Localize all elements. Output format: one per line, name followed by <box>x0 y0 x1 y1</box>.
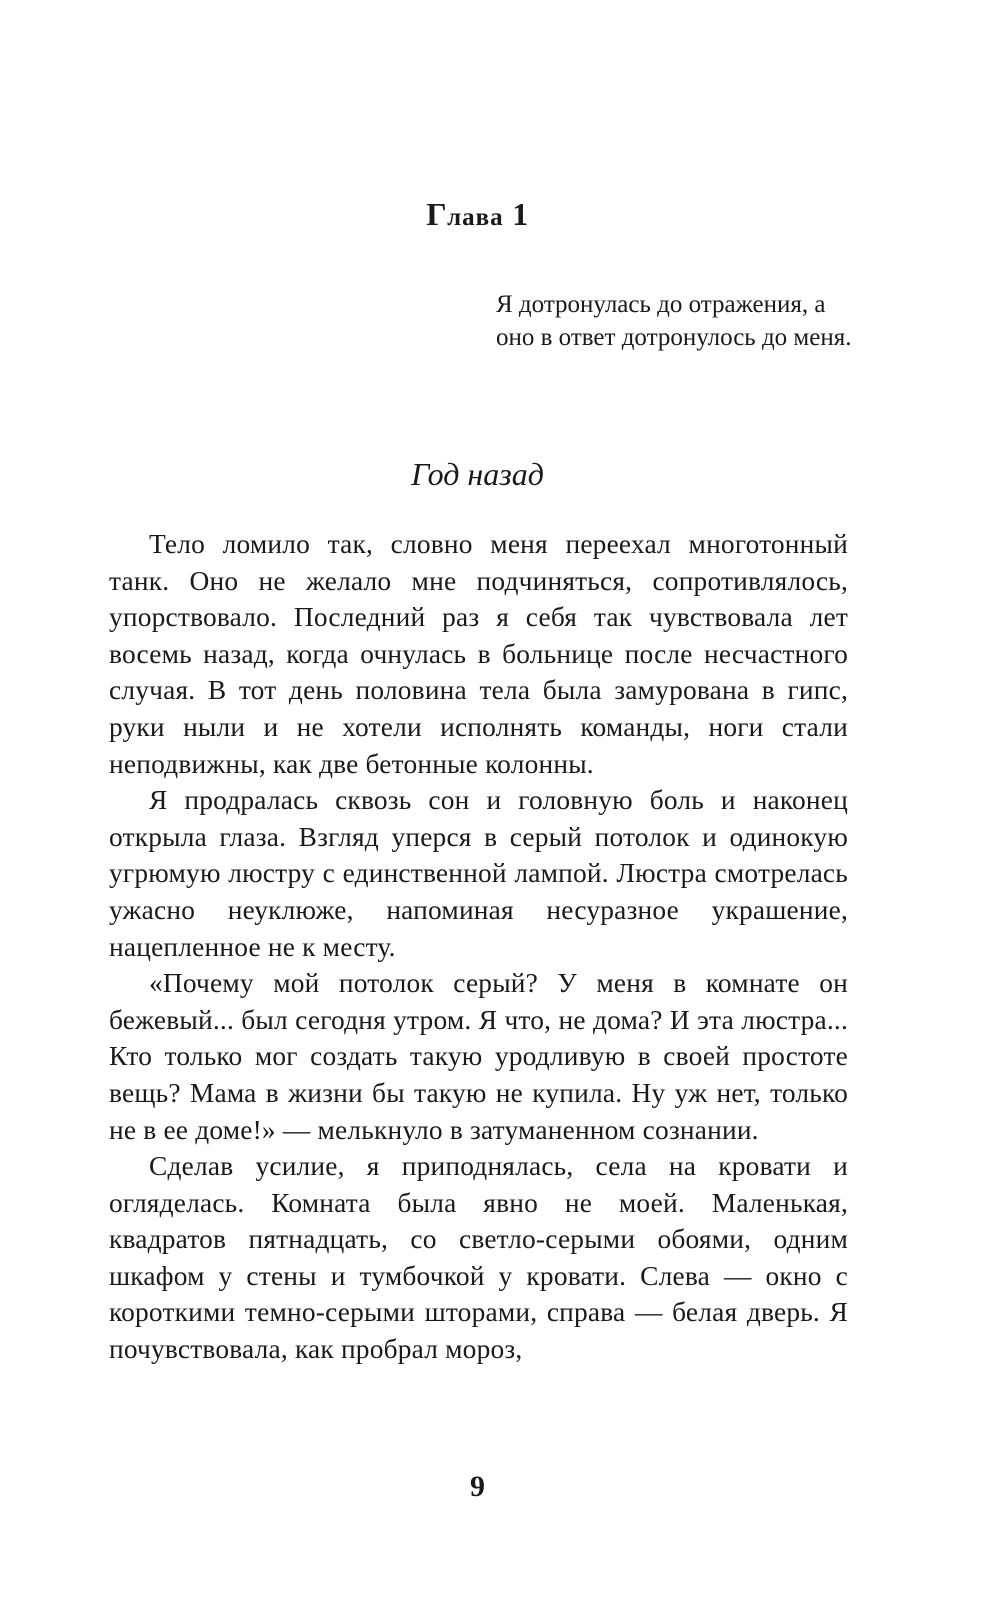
paragraph: Я продралась сквозь сон и головную боль и наконец открыла глаза. Взгляд уперся в серый потолок и одинокую угрюмую люстру с единственной лампой. Люстра смотрелась ужасно неуклюже, напоминая несуразное украшение, нацепленное не к месту. <box>109 785 848 962</box>
paragraph: «Почему мой потолок серый? У меня в комнате он бежевый... был сегодня утром. Я что, не дома? И эта люстра... Кто только мог создать такую уродливую в своей простоте вещь? Мама в жизни бы такую не купила. Ну уж нет, только не в ее доме!» — мелькнуло в затуманенном сознании. <box>109 968 848 1145</box>
page-number: 9 <box>470 1470 485 1503</box>
paragraph: Тело ломило так, словно меня переехал многотонный танк. Оно не желало мне подчиняться, сопротивлялось, упорствовало. Последний раз я себя так чувствовала лет восемь назад, когда очнулась в больнице после несчастного случая. В тот день половина тела была замурована в гипс, руки ныли и не хотели исполнять команды, ноги стали неподвижны, как две бетонные колонны. <box>109 529 848 779</box>
paragraph: Сделав усилие, я приподнялась, села на кровати и огляделась. Комната была явно не моей. Маленькая, квадратов пятнадцать, со светло-серыми обоями, одним шкафом у стены и тумбочкой у кровати. Слева — окно с короткими темно-серыми шторами, справа — белая дверь. Я почувствовала, как пробрал мороз, <box>109 1151 848 1365</box>
chapter-number: 1 <box>512 196 529 232</box>
section-heading: Год назад <box>411 456 544 492</box>
chapter-title-initial: Г <box>426 196 448 232</box>
chapter-title <box>0 196 955 233</box>
body-text <box>109 526 848 1368</box>
epigraph: Я дотронулась до отражения, а оно в ответ дотронулось до меня. <box>496 291 852 351</box>
chapter-title-word: лава <box>447 204 504 231</box>
